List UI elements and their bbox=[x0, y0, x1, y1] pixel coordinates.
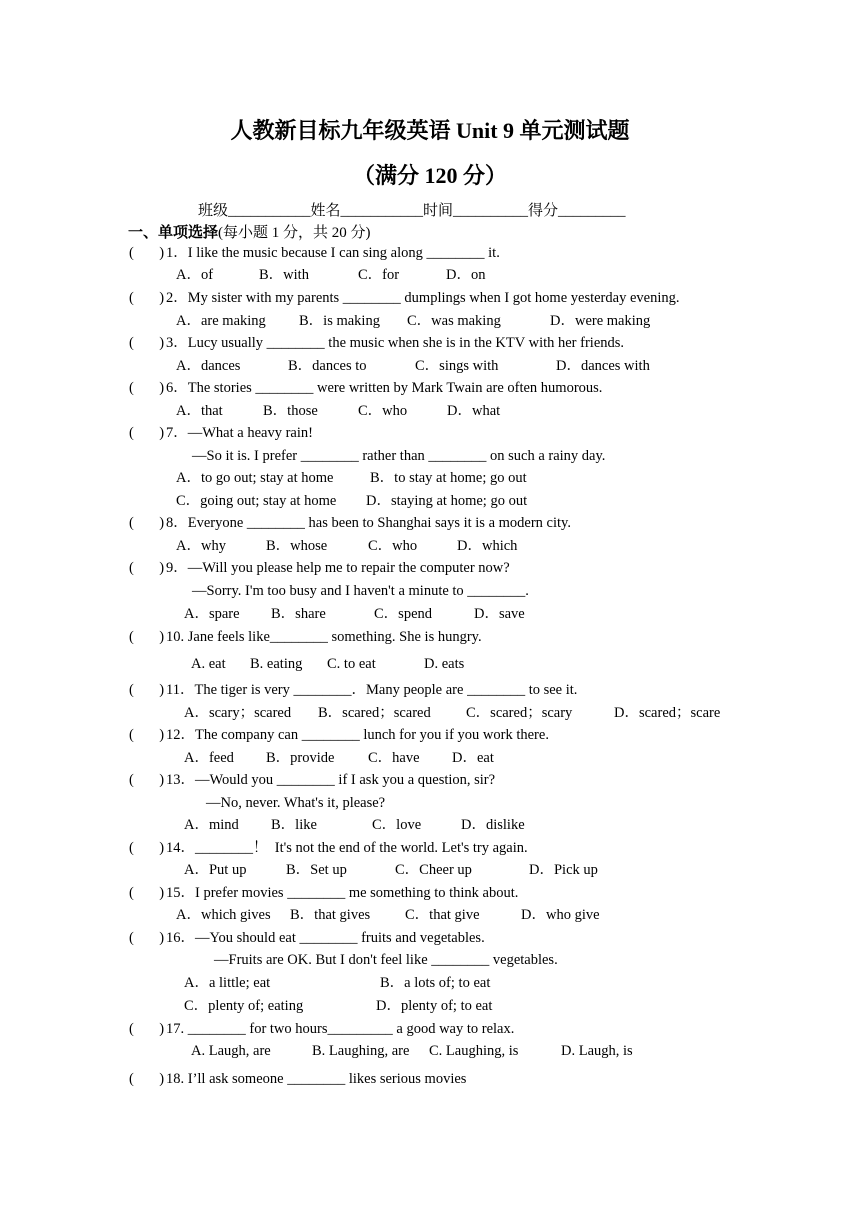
answer-option: C．going out; stay at home bbox=[176, 493, 337, 509]
answer-option: A．feed bbox=[184, 750, 234, 766]
section-heading bbox=[128, 221, 371, 242]
answer-option: C．for bbox=[358, 267, 400, 283]
answer-option: D．on bbox=[446, 267, 486, 283]
question-stem: 12．The company can ________ lunch for you if you work there. bbox=[166, 727, 549, 743]
answer-option: B．dances to bbox=[288, 358, 367, 374]
answer-option: D．who give bbox=[521, 907, 600, 923]
answer-option: A．Put up bbox=[184, 862, 247, 878]
answer-option: D．Pick up bbox=[529, 862, 598, 878]
answer-bracket[interactable]: ( ) bbox=[129, 1021, 165, 1037]
answer-bracket[interactable]: ( ) bbox=[129, 245, 165, 261]
answer-option: A．that bbox=[176, 403, 223, 419]
answer-option: C．Cheer up bbox=[395, 862, 472, 878]
section-note: (每小题 1 分，共 20 分) bbox=[218, 225, 371, 241]
question-stem: 6．The stories ________ were written by Mark Twain are often humorous. bbox=[166, 380, 603, 396]
answer-option: B. eating bbox=[250, 656, 303, 672]
answer-option: D．staying at home; go out bbox=[366, 493, 528, 509]
answer-option: B．share bbox=[271, 606, 326, 622]
answer-option: C．plenty of; eating bbox=[184, 998, 304, 1014]
answer-bracket[interactable]: ( ) bbox=[129, 515, 165, 531]
answer-option: C．who bbox=[358, 403, 408, 419]
answer-option: C．spend bbox=[374, 606, 432, 622]
answer-option: A．scary；scared bbox=[184, 705, 292, 721]
answer-option: B．whose bbox=[266, 538, 328, 554]
question-stem: 16．—You should eat ________ fruits and vegetables. bbox=[166, 930, 485, 946]
question-stem: 14．________！ It's not the end of the world. Let's try again. bbox=[166, 840, 528, 856]
answer-option: B. Laughing, are bbox=[312, 1043, 410, 1059]
answer-bracket[interactable]: ( ) bbox=[129, 930, 165, 946]
question-stem: 13．—Would you ________ if I ask you a question, sir? bbox=[166, 772, 496, 788]
answer-option: A．which gives bbox=[176, 907, 271, 923]
question-stem-reply: —No, never. What's it, please? bbox=[206, 795, 386, 811]
answer-option: C．love bbox=[372, 817, 422, 833]
section-title: 一、单项选择 bbox=[128, 225, 219, 241]
answer-option: B．to stay at home; go out bbox=[370, 470, 527, 486]
question-stem-reply: —Sorry. I'm too busy and I haven't a minute to ________. bbox=[192, 583, 529, 599]
answer-option: A．why bbox=[176, 538, 226, 554]
answer-option: D．were making bbox=[550, 313, 651, 329]
question-stem: 8．Everyone ________ has been to Shanghai says it is a modern city. bbox=[166, 515, 571, 531]
page-subtitle: （满分 120 分） bbox=[352, 163, 507, 188]
question-stem-reply: —So it is. I prefer ________ rather than ________ on such a rainy day. bbox=[192, 448, 606, 464]
answer-bracket[interactable]: ( ) bbox=[129, 682, 165, 698]
answer-option: A．to go out; stay at home bbox=[176, 470, 334, 486]
answer-option: C．sings with bbox=[415, 358, 499, 374]
answer-bracket[interactable]: ( ) bbox=[129, 629, 165, 645]
answer-option: B．scared；scared bbox=[318, 705, 431, 721]
answer-bracket[interactable]: ( ) bbox=[129, 772, 165, 788]
question-stem: 7．—What a heavy rain! bbox=[166, 425, 313, 441]
answer-bracket[interactable]: ( ) bbox=[129, 380, 165, 396]
answer-option: B．with bbox=[259, 267, 309, 283]
answer-option: C. Laughing, is bbox=[429, 1043, 519, 1059]
answer-bracket[interactable]: ( ) bbox=[129, 290, 165, 306]
answer-option: C．that give bbox=[405, 907, 480, 923]
answer-option: A．are making bbox=[176, 313, 266, 329]
answer-option: C．who bbox=[368, 538, 418, 554]
answer-option: D．plenty of; to eat bbox=[376, 998, 493, 1014]
answer-option: C．was making bbox=[407, 313, 501, 329]
question-stem: 15．I prefer movies ________ me something to think about. bbox=[166, 885, 519, 901]
answer-option: D. Laugh, is bbox=[561, 1043, 633, 1059]
answer-bracket[interactable]: ( ) bbox=[129, 1071, 165, 1087]
answer-bracket[interactable]: ( ) bbox=[129, 335, 165, 351]
answer-option: A. eat bbox=[191, 656, 226, 672]
answer-bracket[interactable]: ( ) bbox=[129, 727, 165, 743]
question-stem: 17. ________ for two hours_________ a good way to relax. bbox=[166, 1021, 515, 1037]
answer-option: D. eats bbox=[424, 656, 465, 672]
question-stem: 9．—Will you please help me to repair the computer now? bbox=[166, 560, 510, 576]
question-stem: 2．My sister with my parents ________ dumplings when I got home yesterday evening. bbox=[166, 290, 680, 306]
answer-option: B．like bbox=[271, 817, 317, 833]
page-title: 人教新目标九年级英语 Unit 9 单元测试题 bbox=[230, 118, 630, 143]
question-stem: 3．Lucy usually ________ the music when she is in the KTV with her friends. bbox=[166, 335, 625, 351]
answer-option: C．scared；scary bbox=[466, 705, 573, 721]
answer-option: B．Set up bbox=[286, 862, 347, 878]
answer-option: D．dances with bbox=[556, 358, 650, 374]
answer-bracket[interactable]: ( ) bbox=[129, 425, 165, 441]
answer-option: B．that gives bbox=[290, 907, 371, 923]
answer-option: B．a lots of; to eat bbox=[380, 975, 491, 991]
answer-option: D．what bbox=[447, 403, 501, 419]
answer-option: C. to eat bbox=[327, 656, 376, 672]
answer-option: B．provide bbox=[266, 750, 335, 766]
answer-option: A．mind bbox=[184, 817, 239, 833]
answer-option: B．those bbox=[263, 403, 318, 419]
question-stem-reply: —Fruits are OK. But I don't feel like ________ vegetables. bbox=[214, 952, 558, 968]
answer-option: C．have bbox=[368, 750, 420, 766]
answer-option: B．is making bbox=[299, 313, 380, 329]
answer-option: D．save bbox=[474, 606, 525, 622]
answer-option: D．eat bbox=[452, 750, 494, 766]
answer-option: D．which bbox=[457, 538, 518, 554]
answer-bracket[interactable]: ( ) bbox=[129, 560, 165, 576]
student-info-line: 班级___________姓名___________时间__________得分_________ bbox=[198, 203, 626, 219]
answer-bracket[interactable]: ( ) bbox=[129, 840, 165, 856]
answer-option: D．scared；scare bbox=[614, 705, 721, 721]
question-stem: 1．I like the music because I can sing along ________ it. bbox=[166, 245, 500, 261]
question-stem: 10. Jane feels like________ something. She is hungry. bbox=[166, 629, 482, 645]
question-stem: 11．The tiger is very ________．Many people are ________ to see it. bbox=[166, 682, 578, 698]
answer-bracket[interactable]: ( ) bbox=[129, 885, 165, 901]
answer-option: D．dislike bbox=[461, 817, 525, 833]
answer-option: A. Laugh, are bbox=[191, 1043, 271, 1059]
answer-option: A．of bbox=[176, 267, 214, 283]
answer-option: A．dances bbox=[176, 358, 241, 374]
answer-option: A．a little; eat bbox=[184, 975, 271, 991]
question-stem: 18. I’ll ask someone ________ likes serious movies bbox=[166, 1071, 467, 1087]
answer-option: A．spare bbox=[184, 606, 240, 622]
